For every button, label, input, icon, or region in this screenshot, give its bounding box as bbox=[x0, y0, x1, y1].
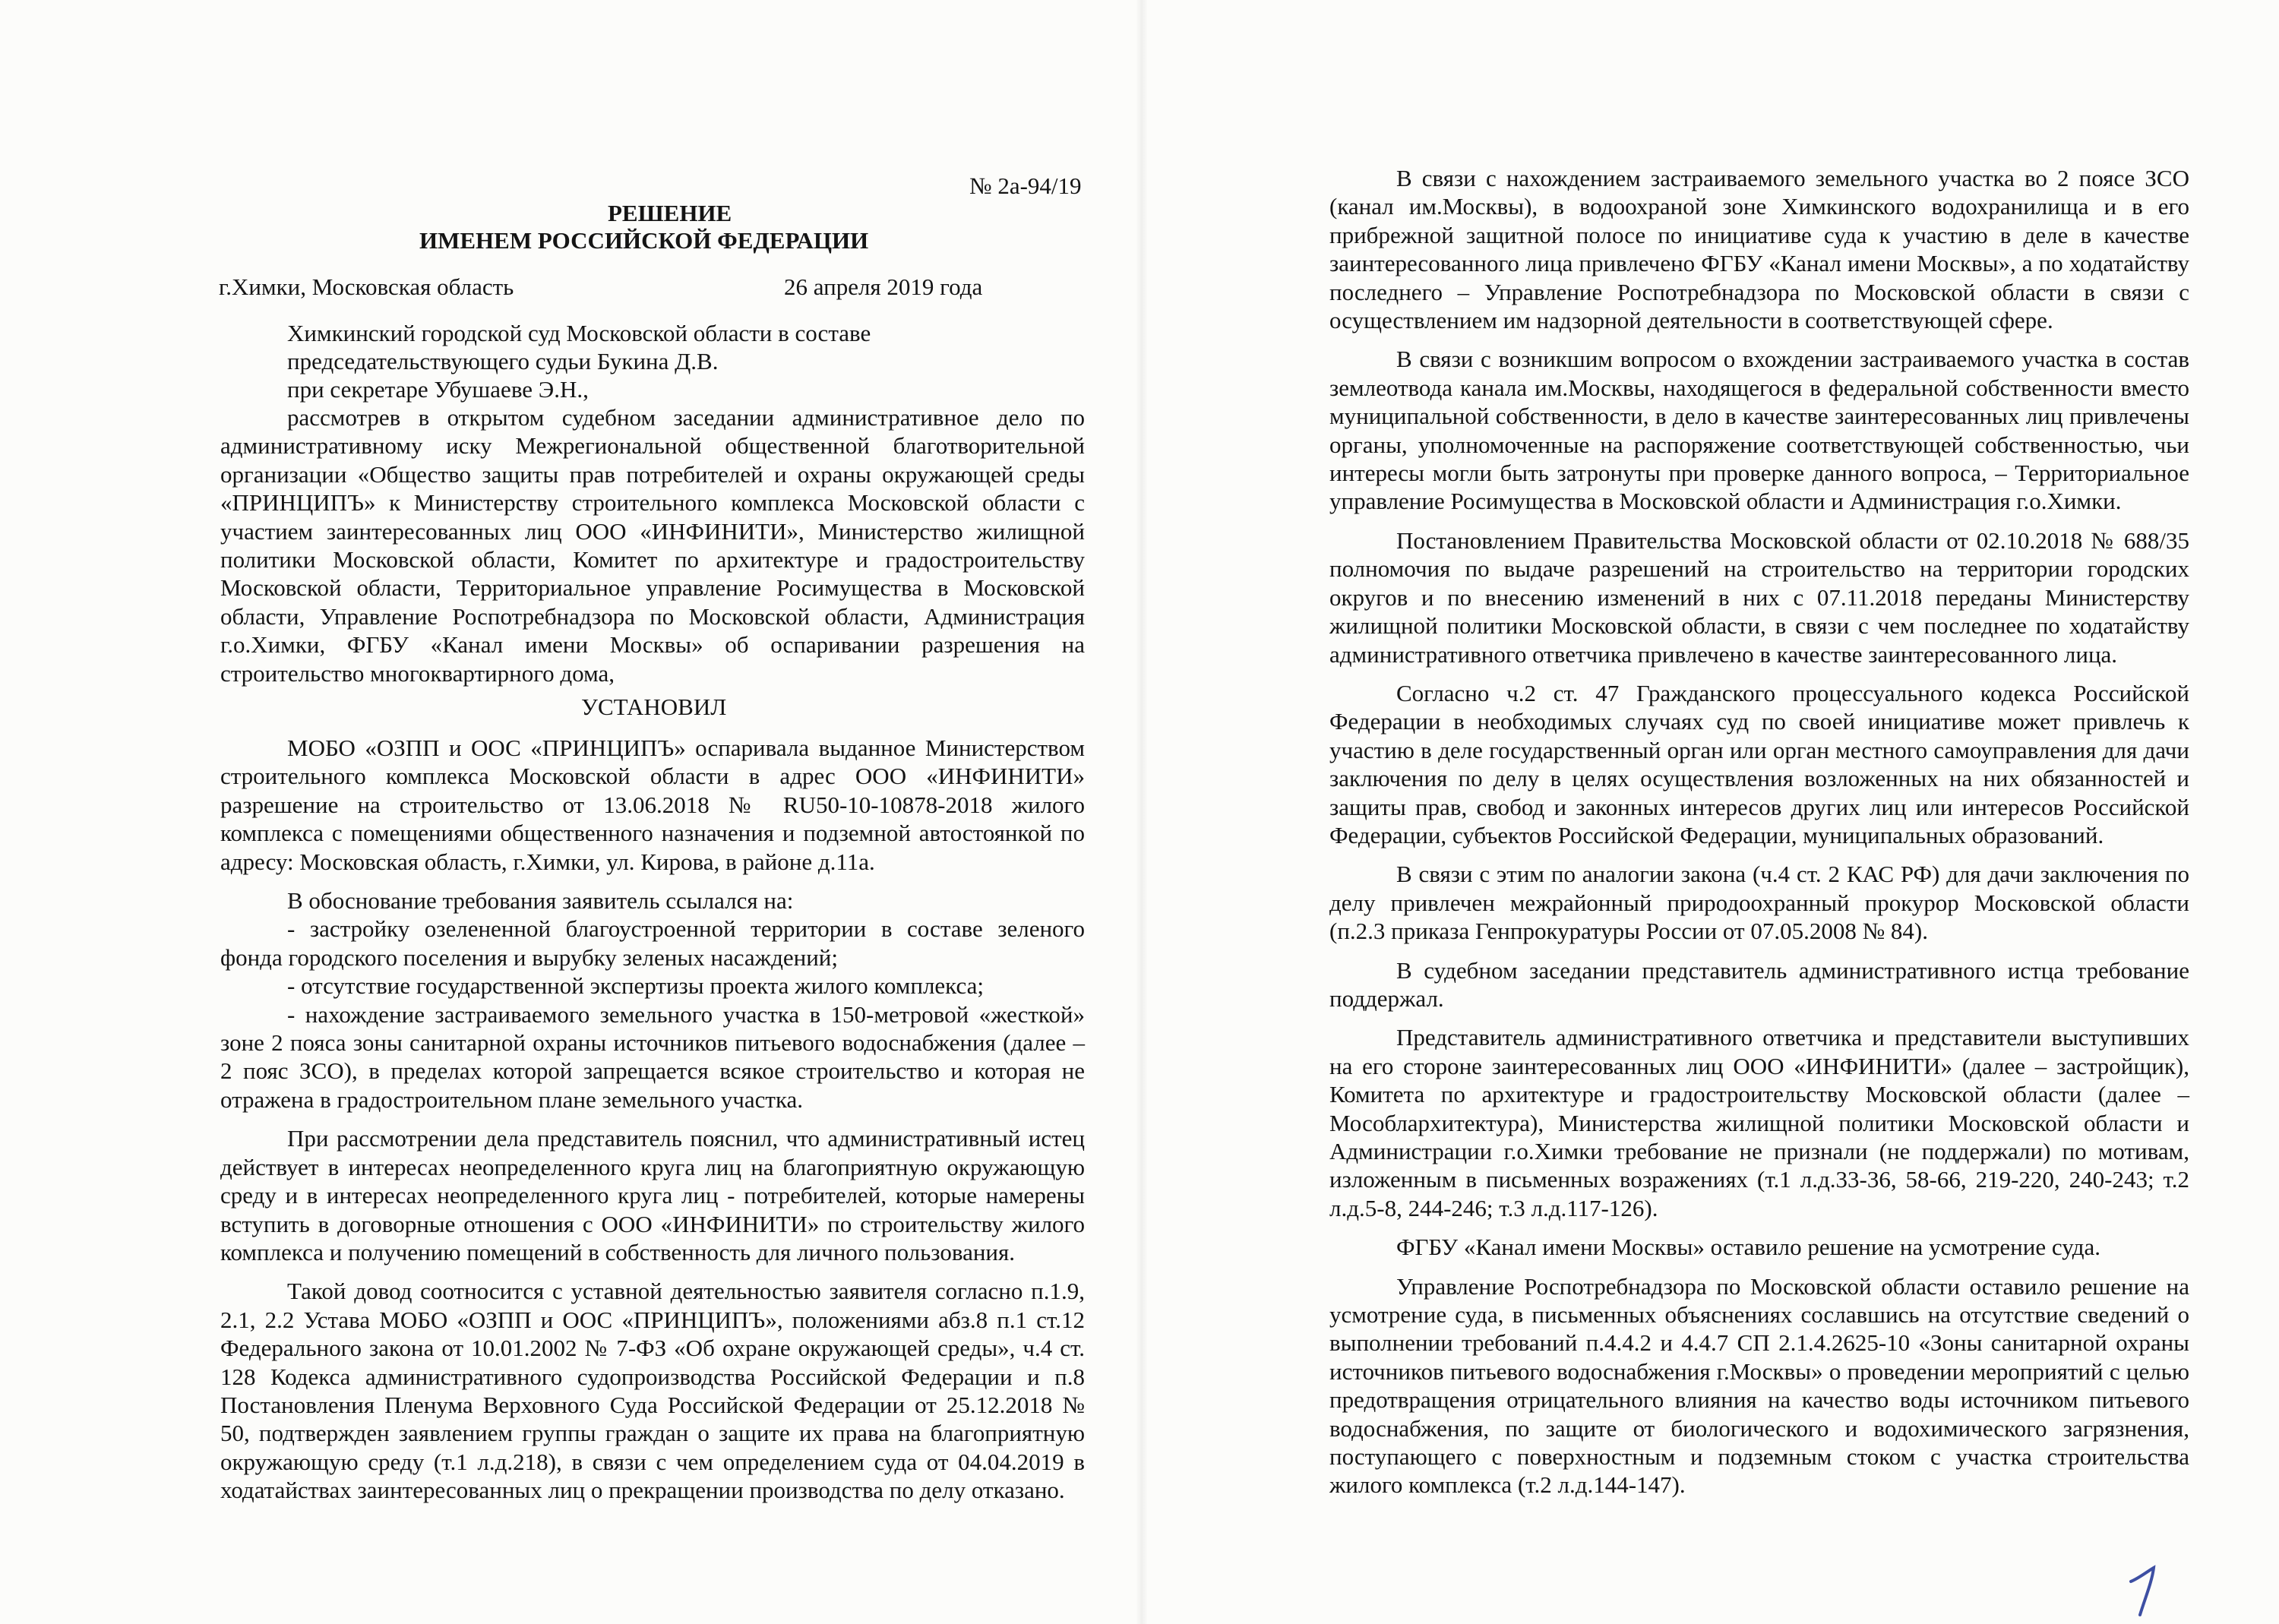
page-fold bbox=[1136, 0, 1148, 1624]
list-item: - отсутствие государственной экспертизы проекта жилого комплекса; bbox=[287, 972, 984, 1000]
paragraph: В связи с нахождением застраиваемого земельного участка во 2 поясе ЗСО (канал им.Москвы), в водоохраной зоне Химкинского водохранилища и в его прибрежной защитной полосе по инициативе суда к участию в деле в качестве заинтересованного лица привлечено ФГБУ «Канал имени Москвы», а по ходатайству последнего – Управление Роспотребнадзора по Московской области в связи с осуществлением им надзорной деятельности в соответствующей сфере. bbox=[1329, 165, 2189, 334]
paragraph: Представитель административного ответчика и представители выступивших на его стороне заинтересованных лиц ООО «ИНФИНИТИ» (далее – застройщик), Комитета по архитектуре и градостроительству Московской области (далее – Мособлархитектура), Министерства жилищной политики Московской области и Администрации г.о.Химки требование не признали (не поддержали) по мотивам, изложенным в письменных возражениях (т.1 л.д.33-36, 58-66, 219-220, 240-243; т.2 л.д.5-8, 244-246; т.3 л.д.117-126). bbox=[1329, 1024, 2189, 1221]
case-number: № 2а-94/19 bbox=[969, 172, 1082, 199]
paragraph: МОБО «ОЗПП и ООС «ПРИНЦИПЪ» оспаривала выданное Министерством строительного комплекса Московской области в адрес ООО «ИНФИНИТИ» разрешение на строительство от 13.06.2018 № RU50-10-10878-2018 жилого комплекса с помещениями общественного назначения и подземной автостоянкой по адресу: Московская область, г.Химки, ул. Кирова, в районе д.11а. bbox=[220, 735, 1085, 875]
paragraph: Управление Роспотребнадзора по Московской области оставило решение на усмотрение суда, в письменных объяснениях сославшись на отсутствие сведений о выполнении требований п.4.4.2 и 4.4.7 СП 2.1.4.2625-10 «Зоны санитарной охраны источников питьевого водоснабжения г.Москвы» о проведении мероприятий с целью предотвращения отрицательного влияния на качество воды источником питьевого водоснабжения, по защите от биологического и водохимического загрязнения, поступающего с поверхностным и подземным стоком с участка строительства жилого комплекса (т.2 л.д.144-147). bbox=[1329, 1272, 2189, 1499]
paragraph: В связи с возникшим вопросом о вхождении застраиваемого участка в состав землеотвода канала им.Москвы, находящегося в федеральной собственности вместо муниципальной собственности, в дело в качестве заинтересованных лиц привлечены органы, уполномоченные на распоряжение соответствующей собственностью, чьи интересы могли быть затронуты при проверке данного вопроса, – Территориальное управление Росимущества в Московской области и Администрация г.о.Химки. bbox=[1329, 346, 2189, 515]
document-subtitle: ИМЕНЕМ РОССИЙСКОЙ ФЕДЕРАЦИИ bbox=[419, 227, 869, 254]
paragraph: Такой довод соотносится с уставной деятельностью заявителя согласно п.1.9, 2.1, 2.2 Устава МОБО «ОЗПП и ООС «ПРИНЦИПЪ», положениями абз.8 п.1 ст.12 Федерального закона от 10.01.2002 № 7-ФЗ «Об охране окружающей среды», ч.4 ст. 128 Кодекса административного судопроизводства Российской Федерации и п.8 Постановления Пленума Верховного Суда Российской Федерации от 25.12.2018 № 50, подтвержден заявлением группы граждан о защите их права на благоприятную окружающую среду (т.1 л.д.218), в связи с чем определением суда от 04.04.2019 в ходатайствах заинтересованных лиц о прекращении производства по делу отказано. bbox=[220, 1278, 1085, 1504]
court-line-1: Химкинский городской суд Московской области в составе bbox=[287, 320, 871, 346]
paragraph: При рассмотрении дела представитель пояснил, что административный истец действует в интересах неопределенного круга лиц на благоприятную окружающую среду и в интересах неопределенного круга лиц - потребителей, которые намерены вступить в договорные отношения с ООО «ИНФИНИТИ» по строительству жилого комплекса и получению помещений в собственность для личного пользования. bbox=[220, 1125, 1085, 1265]
court-line-2: председательствующего судьи Букина Д.В. bbox=[287, 348, 719, 374]
court-line-3: при секретаре Убушаеве Э.Н., bbox=[287, 376, 589, 403]
place-line: г.Химки, Московская область bbox=[219, 273, 514, 300]
paragraph: ФГБУ «Канал имени Москвы» оставило решение на усмотрение суда. bbox=[1396, 1234, 2101, 1261]
date-line: 26 апреля 2019 года bbox=[784, 273, 983, 300]
handwritten-page-number bbox=[2123, 1565, 2169, 1618]
paragraph: В обоснование требования заявитель ссылался на: bbox=[287, 887, 794, 915]
paragraph: Согласно ч.2 ст. 47 Гражданского процессуального кодекса Российской Федерации в необходимых случаях суд по своей инициативе может привлечь к участию в деле государственный орган или орган местного самоуправления для дачи заключения по делу в целях осуществления возложенных на них обязанностей и защиты прав, свобод и законных интересов других лиц или интересов Российской Федерации, субъектов Российской Федерации, муниципальных образований. bbox=[1329, 679, 2189, 848]
intro-paragraph: рассмотрев в открытом судебном заседании административное дело по административному иску Межрегиональной общественной благотворительной организации «Общество защиты прав потребителей и охраны окружающей среды «ПРИНЦИПЪ» к Министерству строительного комплекса Московской области с участием заинтересованных лиц ООО «ИНФИНИТИ», Министерство жилищной политики Московской области, Комитет по архитектуре и градостроительству Московской области, Территориальное управление Росимущества в Московской области, Управление Роспотребнадзора по Московской области, Администрация г.о.Химки, ФГБУ «Канал имени Москвы» об оспаривании разрешения на строительство многоквартирного дома, bbox=[220, 404, 1085, 687]
list-item: - застройку озелененной благоустроенной территории в составе зеленого фонда городского поселения и вырубку зеленых насаждений; bbox=[220, 915, 1085, 971]
paragraph: В судебном заседании представитель административного истца требование поддержал. bbox=[1329, 956, 2189, 1012]
section-heading: УСТАНОВИЛ bbox=[581, 694, 727, 720]
document-title: РЕШЕНИЕ bbox=[608, 200, 732, 226]
paragraph: В связи с этим по аналогии закона (ч.4 ст. 2 КАС РФ) для дачи заключения по делу привлечен межрайонный природоохранный прокурор Московской области (п.2.3 приказа Генпрокуратуры России от 07.05.2008 № 84). bbox=[1329, 861, 2189, 945]
paragraph: Постановлением Правительства Московской области от 02.10.2018 № 688/35 полномочия по выдаче разрешений на строительство на территории городских округов и по внесению изменений в них с 07.11.2018 переданы Министерству жилищной политики Московской области, в связи с чем последнее по ходатайству административного ответчика привлечено в качестве заинтересованного лица. bbox=[1329, 526, 2189, 668]
list-item: - нахождение застраиваемого земельного участка в 150-метровой «жесткой» зоне 2 пояса зоны санитарной охраны источников питьевого водоснабжения (далее – 2 пояс ЗСО), в пределах которой запрещается всякое строительство и которая не отражена в градостроительном плане земельного участка. bbox=[220, 1000, 1085, 1113]
